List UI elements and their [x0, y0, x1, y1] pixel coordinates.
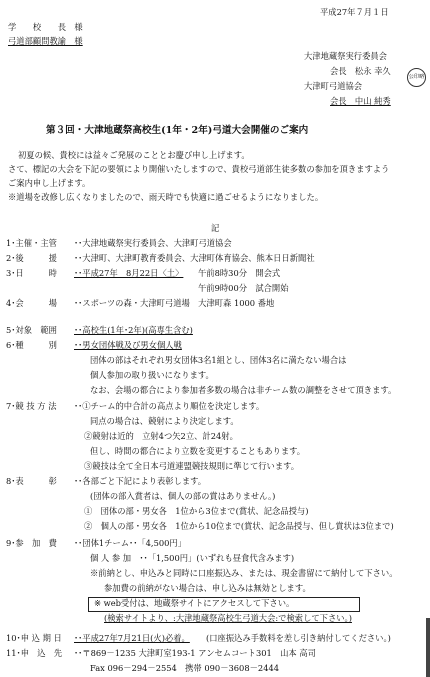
- fee-note-invalid: 参加費の前納がない場合は、申し込みは無効とします。: [104, 583, 311, 593]
- host-label: 1･主催・主管: [6, 238, 57, 248]
- document-date: 平成27年７月１日: [320, 7, 389, 17]
- method-rule-3: ③競技は全て全日本弓道連盟競技規則に準じて行います。: [84, 461, 300, 471]
- search-instruction: (検索サイトより、:大津地蔵祭高校生弓道大会:で検索して下さい。): [104, 613, 352, 623]
- addressee-advisor: 弓道部顧問教諭 様: [8, 36, 83, 46]
- kind-value: ･･男女団体戦及び男女個人戦: [74, 340, 182, 350]
- award-note: (団体の部入賞者は、個人の部の賞はありません。): [90, 491, 276, 501]
- target-label: 5･対象 範囲: [6, 325, 57, 335]
- fee-note-prepay: ※前納とし、申込みと同時に口座振込み、または、現金書留にて納付して下さい。: [90, 568, 398, 578]
- host-value: ･･大津地蔵祭実行委員会、大津町弓道協会: [74, 238, 232, 248]
- official-seal-omitted-stamp: 公印略: [407, 68, 426, 87]
- apply-contact: Fax 096－294－2554 携帯 090－3608－2444: [90, 663, 280, 673]
- addressee-principal: 学 校 長 様: [8, 22, 83, 32]
- date-value: ･･平成27年 8月22日〈土〉: [74, 268, 184, 278]
- apply-address: ･･〒869－1235 大津町室193-1 アンセムコート301 山本 高司: [74, 648, 316, 658]
- method-rule-1-note: 同点の場合は、競射により決定します。: [90, 416, 239, 426]
- venue-value: ･･スポーツの森・大津町弓道場 大津町森 1000 番地: [74, 298, 275, 308]
- fee-individual: 個 人 参 加 ･･「1,500円」(いずれも昼食代含みます): [90, 553, 295, 563]
- award-label: 8･表 彰: [6, 476, 57, 486]
- document-title: 第３回・大津地蔵祭高校生(1年・2年)弓道大会開催のご案内: [46, 125, 309, 136]
- kind-note-2: 個人参加の取り扱いになります。: [90, 370, 214, 380]
- award-value: ･･各部ごと下記により表彰します。: [74, 476, 207, 486]
- venue-label: 4･会 場: [6, 298, 57, 308]
- method-rule-1: ･･①チーム的中合計の高点より順位を決定します。: [74, 401, 265, 411]
- award-team: ① 団体の部・男女各 1位から3位まで(賞状、記念品授与): [84, 506, 309, 516]
- sender-representative-1: 会長 松永 幸久: [330, 66, 391, 76]
- kind-note-3: なお、会場の都合により参加者多数の場合は非チーム数の調整をさせて頂きます。: [90, 385, 397, 395]
- award-individual: ② 個人の部・男女各 1位から10位まで(賞状、記念品授与、但し賞状は3位まで): [84, 521, 394, 531]
- greeting-note: ※道場を改修し広くなりましたので、雨天時でも快適に過ごせるようになりました。: [8, 192, 324, 202]
- sender-representative-2: 会長 中山 純秀: [330, 96, 391, 106]
- fee-team: ･･団体1チーム･･「4,500円」: [74, 538, 187, 548]
- support-label: 2･後 援: [6, 253, 57, 263]
- greeting-line-3: ご案内申し上げます。: [8, 178, 91, 188]
- greeting-line-2: さて、標記の大会を下記の要領により開催いたしますので、貴校弓道部生徒多数の参加を頂きますよう: [8, 164, 390, 174]
- apply-label: 11･申 込 先: [6, 648, 63, 658]
- greeting-line-1: 初夏の候、貴校には益々ご発展のこととお慶び申し上げます。: [18, 150, 250, 160]
- deadline-value: ･･平成27年7月21日(火)必着。: [74, 633, 190, 643]
- target-value: ･･高校生(1年･2年)(高専生含む): [74, 325, 193, 335]
- web-registration-note: ※ web受付は、地蔵祭サイトにアクセスして下さい。: [94, 598, 295, 608]
- method-label: 7･競 技 方 法: [6, 401, 57, 411]
- fee-label: 9･参 加 費: [6, 538, 57, 548]
- support-value: ･･大津町、大津町教育委員会、大津町体育協会、熊本日日新聞社: [74, 253, 315, 263]
- deadline-note: (口座振込み手数料を差し引き納付してください。): [206, 633, 391, 643]
- sender-organization-1: 大津地蔵祭実行委員会: [304, 51, 387, 61]
- date-label: 3･日 時: [6, 268, 57, 278]
- ki-heading: 記: [211, 223, 220, 233]
- page-edge-bar: [426, 618, 430, 677]
- deadline-label: 10･申 込 期 日: [6, 633, 62, 643]
- start-time: 午前9時00分 試合開始: [198, 283, 289, 293]
- method-rule-2-note: 但し、時間の都合により立数を変更することもあります。: [90, 446, 306, 456]
- kind-note-1: 団体の部はそれぞれ男女団体3名1組とし、団体3名に満たない場合は: [90, 355, 347, 365]
- sender-organization-2: 大津町弓道協会: [304, 81, 363, 91]
- kind-label: 6･種 別: [6, 340, 57, 350]
- method-rule-2: ②競射は近的 立射4つ矢2立、計24射。: [84, 431, 238, 441]
- opening-time: 午前8時30分 開会式: [198, 268, 281, 278]
